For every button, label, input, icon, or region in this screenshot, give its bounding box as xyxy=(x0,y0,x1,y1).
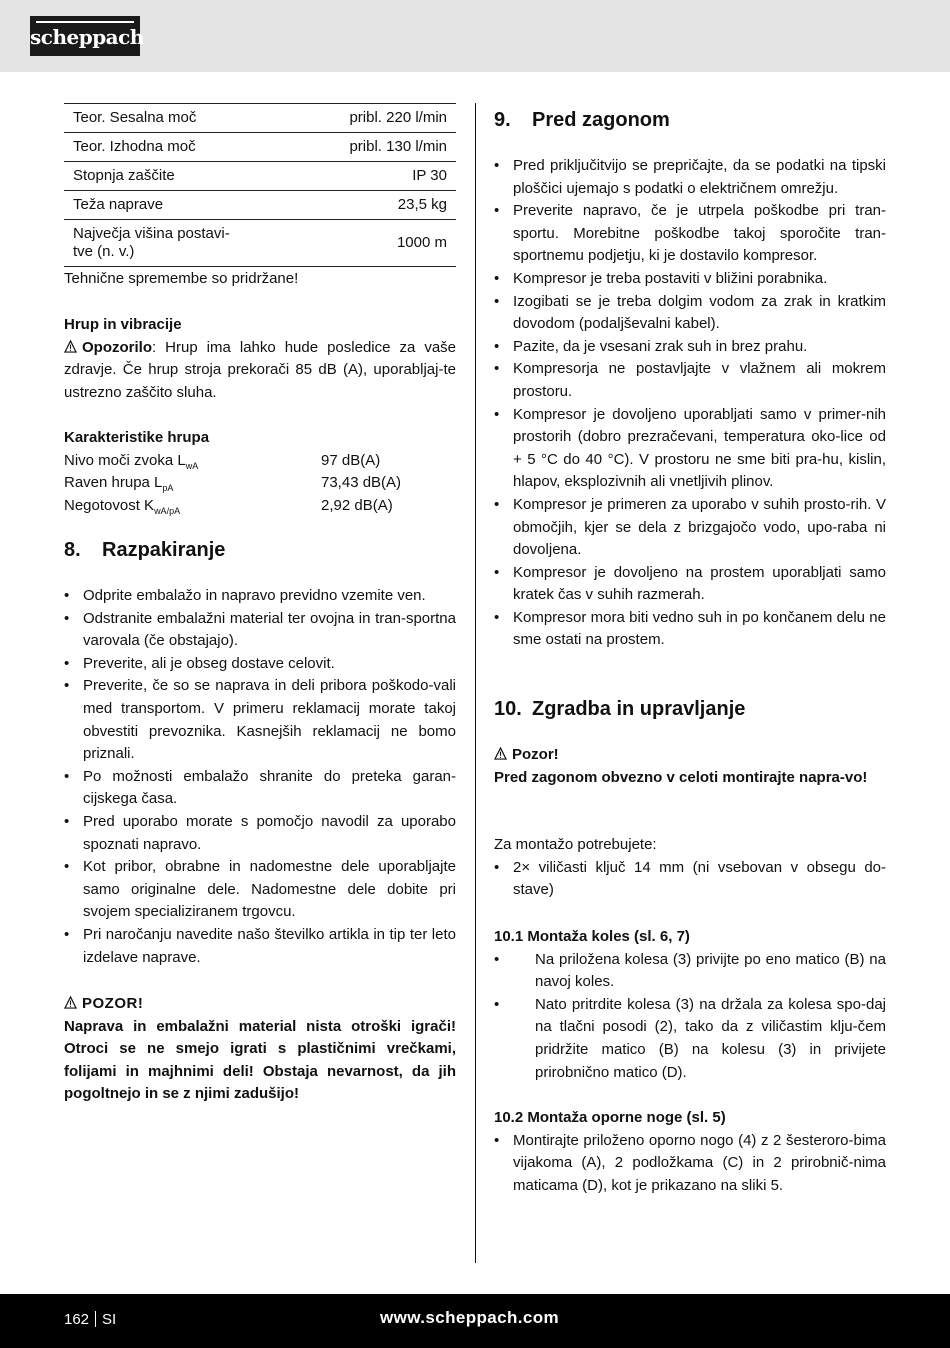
tools-list xyxy=(494,857,886,902)
page-number: 162 SI xyxy=(64,1311,117,1328)
warning-triangle-icon xyxy=(64,996,77,1009)
subsection-heading: 10.2 Montaža oporne noge (sl. 5) xyxy=(494,1109,726,1126)
column-divider xyxy=(475,103,476,1263)
noise-heading: Hrup in vibracije xyxy=(64,316,182,333)
list-item: • Odprite embalažo in napravo previdno vzemite ven. xyxy=(64,585,456,608)
pozor-text: Pred zagonom obvezno v celoti montirajte napra-vo! xyxy=(494,768,868,786)
noise-value: 73,43 dB(A) xyxy=(321,474,402,492)
header-band xyxy=(0,0,950,72)
list-item: • Kompresor mora biti vedno suh in po končanem delu ne sme ostati na prostem. xyxy=(494,607,886,652)
pozor-text: Naprava in embalažni material nista otroški igrači! Otroci se ne smejo igrati s plastičnimi vrečkami, folijami in majhnimi deli! Obstaja nevarnost, da jih pogoltnejo in se z njimi zadušijo! xyxy=(64,1017,456,1103)
section-8-heading: 8. Razpakiranje xyxy=(64,539,226,561)
section-10-heading: 10. Zgradba in upravljanje xyxy=(494,698,746,720)
wheel-mount-list xyxy=(494,949,886,1085)
warning-label: Opozorilo xyxy=(82,338,152,356)
list-item: • 2× viličasti ključ 14 mm (ni vsebovan v obsegu do-stave) xyxy=(494,857,886,902)
noise-label: Negotovost $K_{wA/pA}$ xyxy=(64,496,181,516)
pozor-warning-right xyxy=(494,744,886,789)
list-item: • Nato pritrdite kolesa (3) na držala za kolesa spo-daj na tlačni posodi (2), tako da z viličastim klju-čem pridržite matico (B) na kolesu (3) in privijete prirobnično matico (D). xyxy=(494,994,886,1084)
subsection-heading: 10.1 Montaža koles (sl. 6, 7) xyxy=(494,928,690,945)
technical-data-table xyxy=(64,103,456,267)
list-item: • Pazite, da je vsesani zrak suh in brez prahu. xyxy=(494,336,886,359)
pozor-label: POZOR! xyxy=(64,993,456,1016)
spec-note: Tehnične spremembe so pridržane! xyxy=(64,270,299,287)
spec-label: Teža naprave xyxy=(64,191,300,220)
subscript: pA xyxy=(162,483,174,494)
table-row xyxy=(64,220,456,267)
noise-label: Raven hrupa $L_{pA}$ xyxy=(64,474,174,494)
table-row xyxy=(64,133,456,162)
section-9-heading: 9. Pred zagonom xyxy=(494,109,670,131)
list-item: • Pri naročanju navedite našo številko artikla in tip ter leto izdelave naprave. xyxy=(64,924,456,969)
spec-value: pribl. 220 l/min xyxy=(300,104,456,133)
list-item: • Po možnosti embalažo shranite do preteka garan-cijskega časa. xyxy=(64,766,456,811)
noise-row xyxy=(64,472,456,495)
noise-warning xyxy=(64,337,456,405)
list-item: • Preverite napravo, če je utrpela poškodbe pri tran-sportu. Morebitne poškodbe takoj sporočite tran-sportnemu podjetju, ki je dostavilo kompresor. xyxy=(494,200,886,268)
spec-value: pribl. 130 l/min xyxy=(300,133,456,162)
spec-label: Teor. Izhodna moč xyxy=(64,133,300,162)
noise-value: 2,92 dB(A) xyxy=(321,496,393,514)
warning-text: : Hrup ima lahko hude posledice za vaše zdravje. Če hrup stroja prekorači 85 dB (A), uporabljaj-te ustrezno zaščito sluha. xyxy=(64,338,456,401)
logo-bar xyxy=(36,21,134,23)
section-10-1 xyxy=(494,926,886,1084)
list-item: • Pred priključitvijo se prepričajte, da se podatki na tipski ploščici ujemajo s podatki o električnem omrežju. xyxy=(494,155,886,200)
separator xyxy=(95,1311,96,1327)
spec-label: Stopnja zaščite xyxy=(64,162,300,191)
scheppach-logo xyxy=(30,16,144,56)
table-row xyxy=(64,104,456,133)
noise-row xyxy=(64,450,456,473)
spec-label: Teor. Sesalna moč xyxy=(64,104,300,133)
before-startup-list xyxy=(494,155,886,652)
spec-value: 23,5 kg xyxy=(300,191,456,220)
logo-text: scheppach xyxy=(30,25,144,49)
list-item: • Kompresor je treba postaviti v bližini porabnika. xyxy=(494,268,886,291)
foot-mount-list xyxy=(494,1130,886,1198)
list-item: • Na priložena kolesa (3) privijte po eno matico (B) na navoj koles. xyxy=(494,949,886,994)
list-item: • Odstranite embalažni material ter ovojna in tran-sportna varovala (če obstajajo). xyxy=(64,608,456,653)
spec-value: IP 30 xyxy=(300,162,456,191)
subscript: wA xyxy=(185,460,199,471)
section-10-2 xyxy=(494,1107,886,1197)
warning-triangle-icon xyxy=(64,340,77,353)
spec-label: Največja višina postavi- tve (n. v.) xyxy=(64,220,300,267)
noise-section xyxy=(64,314,456,404)
list-item: • Preverite, če so se naprava in deli pribora poškodo-vali med transportom. V primeru reklamacij morate takoj obvestiti prevoznika. Kasnejših reklamacij ne bomo priznali. xyxy=(64,675,456,765)
noise-label: Nivo moči zvoka $L_{wA}$ xyxy=(64,451,199,471)
list-item: • Izogibati se je treba dolgim vodom za zrak in kratkim dovodom (podaljševalni kabel). xyxy=(494,291,886,336)
pozor-label: Pozor! xyxy=(494,744,886,767)
subscript: wA/pA xyxy=(154,505,181,516)
website-link[interactable]: www.scheppach.com xyxy=(380,1308,560,1327)
list-item: • Kompresor je dovoljeno na prostem uporabljati samo kratek čas v suhih razmerah. xyxy=(494,562,886,607)
pozor-warning-left xyxy=(64,993,456,1106)
list-item: • Preverite, ali je obseg dostave celovit. xyxy=(64,653,456,676)
warning-triangle-icon xyxy=(494,747,507,760)
table-row xyxy=(64,162,456,191)
noise-value: 97 dB(A) xyxy=(321,451,381,469)
tools-intro: Za montažo potrebujete: xyxy=(494,836,657,853)
list-item: • Kompresor je dovoljeno uporabljati samo v primer-nih prostorih (dobro prezračevani, temperatura oko-lice od + 5 °C do 40 °C). V prostoru ne sme biti pra-hu, kislin, hlapov, eksplozivnih ali vnetljivih plinov. xyxy=(494,404,886,494)
noise-characteristics xyxy=(64,427,456,517)
noise-row xyxy=(64,495,456,518)
list-item: • Kot pribor, obrabne in nadomestne dele uporabljajte samo originalne dele. Nadomestne dele dobite pri svojem specializiranem trgovcu. xyxy=(64,856,456,924)
tools-needed xyxy=(494,834,886,902)
unpacking-list xyxy=(64,585,456,969)
spec-value: 1000 m xyxy=(300,220,456,267)
table-row xyxy=(64,191,456,220)
noise-chars-heading: Karakteristike hrupa xyxy=(64,429,210,446)
list-item: • Kompresorja ne postavljajte v vlažnem ali mokrem prostoru. xyxy=(494,358,886,403)
list-item: • Kompresor je primeren za uporabo v suhih prosto-rih. V območjih, kjer se dela z brizgajočo vodo, upo-raba ni dovoljena. xyxy=(494,494,886,562)
footer xyxy=(0,1294,950,1348)
list-item: • Montirajte priloženo oporno nogo (4) z 2 šesteroro-bima vijakoma (A), 2 podložkama (C) in 2 prirobnič-nima maticama (D), kot je prikazano na sliki 5. xyxy=(494,1130,886,1198)
list-item: • Pred uporabo morate s pomočjo navodil za uporabo spoznati napravo. xyxy=(64,811,456,856)
